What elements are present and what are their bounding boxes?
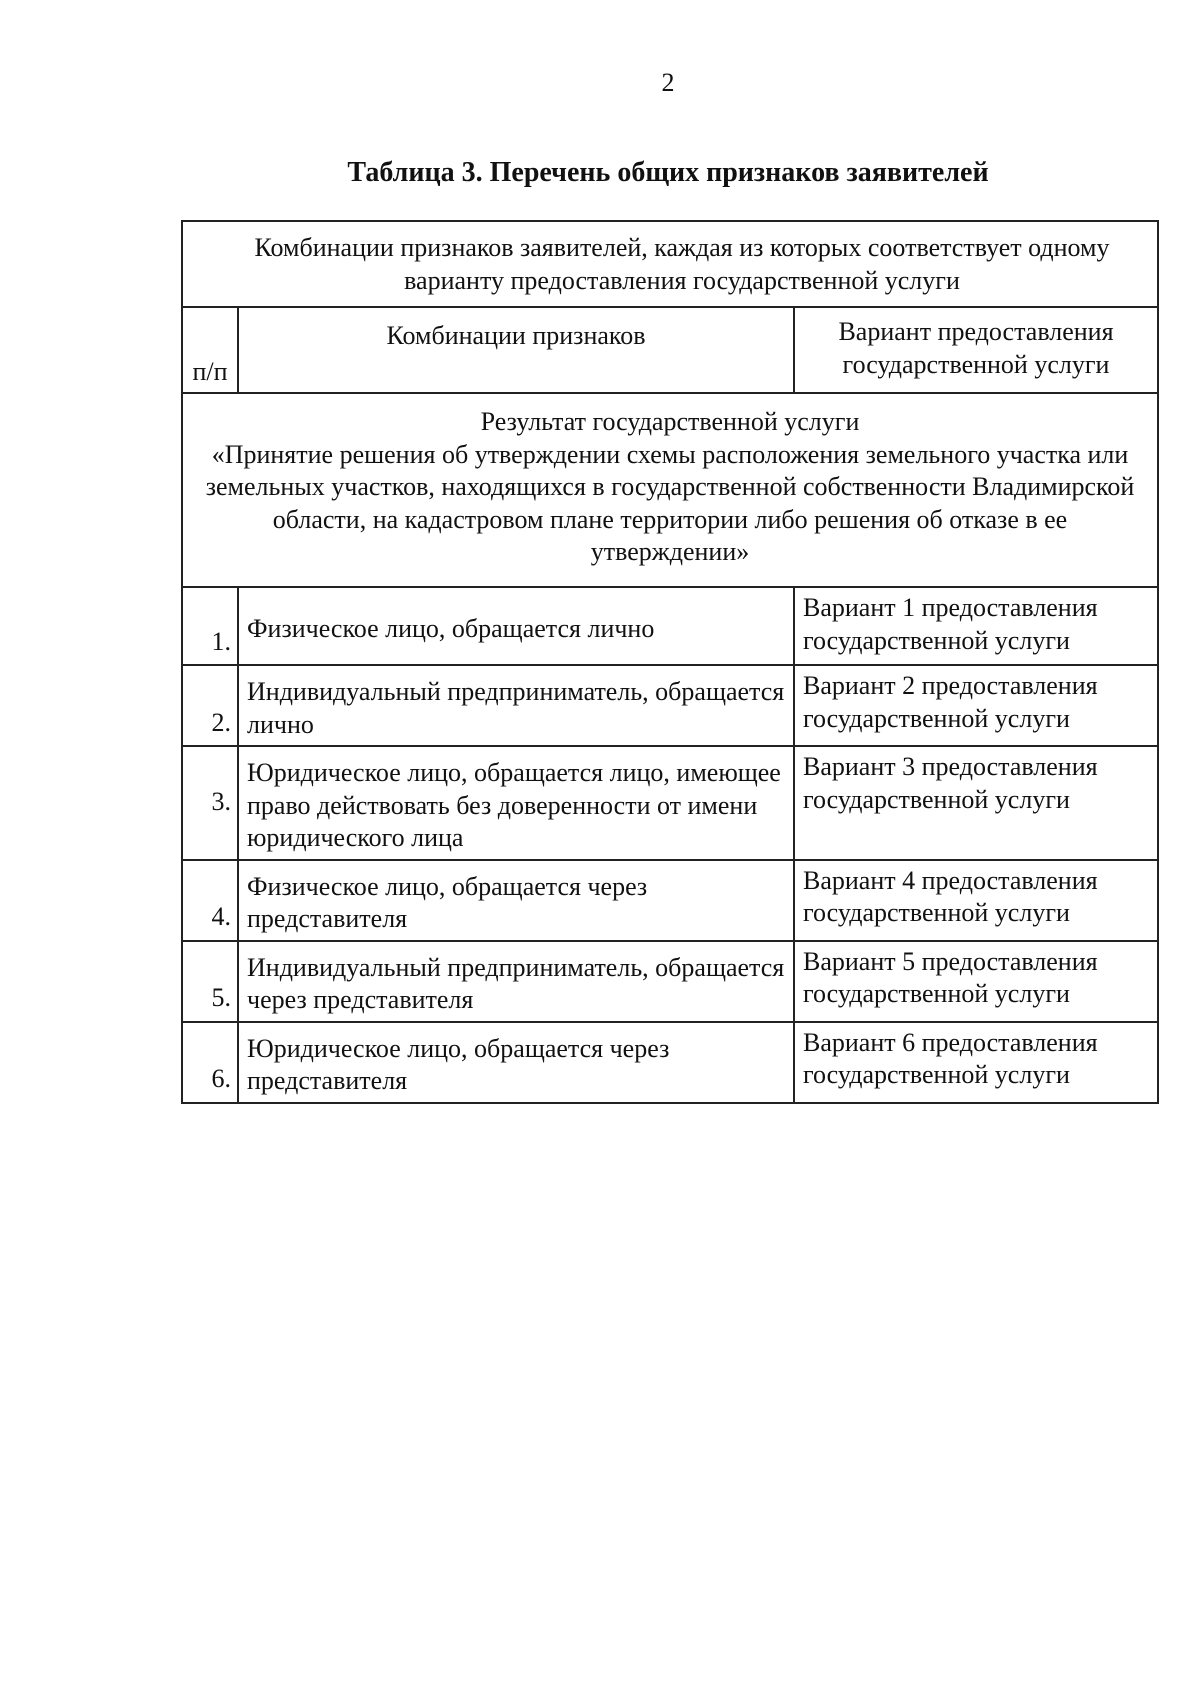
row-variant: Вариант 6 предоставления государственной услуги (794, 1022, 1158, 1103)
table-row (182, 941, 1158, 1022)
applicant-features-table (181, 220, 1159, 1104)
row-combination: Индивидуальный предприниматель, обращается через представителя (238, 941, 794, 1022)
column-header-combination: Комбинации признаков (238, 307, 794, 393)
row-combination: Физическое лицо, обращается лично (238, 587, 794, 665)
row-number: 2. (182, 665, 238, 746)
result-description: «Принятие решения об утверждении схемы расположения земельного участка или земельных участков, находящихся в государственной собственности Владимирской области, на кадастровом плане территории либо решения об отказе в ее утверждении» (205, 439, 1135, 566)
row-variant: Вариант 4 предоставления государственной услуги (794, 860, 1158, 941)
table-row (182, 1022, 1158, 1103)
table-result-row (182, 393, 1158, 587)
row-combination: Юридическое лицо, обращается лицо, имеющее право действовать без доверенности от имени юридического лица (238, 746, 794, 860)
row-variant: Вариант 2 предоставления государственной услуги (794, 665, 1158, 746)
table-column-header-row (182, 307, 1158, 393)
table-row (182, 860, 1158, 941)
row-variant: Вариант 1 предоставления государственной услуги (794, 587, 1158, 665)
result-cell (182, 393, 1158, 587)
row-combination: Индивидуальный предприниматель, обращается лично (238, 665, 794, 746)
row-number: 1. (182, 587, 238, 665)
table-title: Таблица 3. Перечень общих признаков заявителей (347, 157, 989, 188)
row-combination: Юридическое лицо, обращается через представителя (238, 1022, 794, 1103)
column-header-number: п/п (182, 307, 238, 393)
table-row (182, 665, 1158, 746)
row-number: 4. (182, 860, 238, 941)
row-number: 3. (182, 746, 238, 860)
row-number: 6. (182, 1022, 238, 1103)
table-group-header (182, 221, 1158, 307)
table-row (182, 587, 1158, 665)
row-combination: Физическое лицо, обращается через представителя (238, 860, 794, 941)
row-number: 5. (182, 941, 238, 1022)
row-variant: Вариант 3 предоставления государственной услуги (794, 746, 1158, 860)
table-group-header-row (182, 221, 1158, 307)
column-header-variant: Вариант предоставления государственной услуги (794, 307, 1158, 393)
table-row (182, 746, 1158, 860)
result-heading: Результат государственной услуги (480, 407, 860, 436)
group-header-text: Комбинации признаков заявителей, каждая из которых соответствует одному варианту предоставления государственной услуги (254, 233, 1110, 295)
row-variant: Вариант 5 предоставления государственной услуги (794, 941, 1158, 1022)
page-number: 2 (661, 68, 675, 97)
